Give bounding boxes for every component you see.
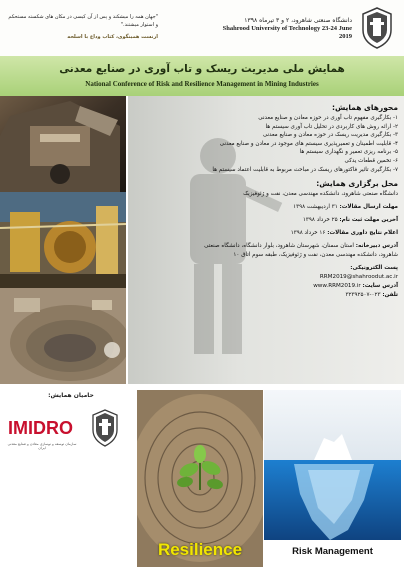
- hemingway-quote: [8, 13, 158, 41]
- registration-label: آخرین مهلت ثبت نام:: [339, 217, 398, 224]
- topic-item: ۱- بکارگیری مفهوم تاب آوری در حوزه معادن و صنایع معدنی: [258, 115, 398, 121]
- quote-text: "جهان همه را میشکند و پس از آن کیسی در مکان های شکسته مستحکم و استوار میشتند.": [8, 14, 158, 28]
- phone-value: ۰۲۳-۳۲۳۹۲۵۰۷: [345, 292, 381, 299]
- risk-management-caption: Risk Management: [292, 546, 373, 557]
- venue-heading: محل برگزاری همایش:: [316, 179, 398, 189]
- secretariat-text: استان سمنان، شهرستان شاهرود، بلوار دانشگاه، دانشگاه صنعتی: [204, 243, 354, 250]
- header: [0, 0, 404, 56]
- topic-item: ۷- بکارگیری تاثیر فاکتورهای ریسک در مباحث مربوط به قابلیت اعتماد سیستم ها: [212, 166, 398, 173]
- resilience-caption: Resilience: [157, 540, 243, 559]
- secretariat-text-line2: شاهرود، دانشکده مهندسی معدن، نفت و ژئوفیزیک، طبقه سوم اتاق ۱۰: [233, 252, 398, 259]
- submission-label: مهلت ارسال مقالات:: [339, 204, 398, 211]
- phone-label: تلفن:: [382, 292, 398, 299]
- registration-value: ۲۵ خرداد ۱۳۹۸: [302, 217, 338, 224]
- submission-value: ۳۱ اردیبهشت ۱۳۹۸: [293, 204, 338, 211]
- topic-item: ۶- تخمین قطعات یدکی: [344, 157, 398, 164]
- submission-deadline: [130, 203, 398, 212]
- results-date: [130, 229, 398, 238]
- conference-info-panel: [128, 96, 404, 384]
- website-link[interactable]: www.RRM2019.ir: [313, 283, 361, 290]
- mine-machinery-photo: [0, 96, 126, 192]
- website-label: آدرس سایت:: [362, 283, 398, 290]
- university-name-en: Shahrood University of Technology 23-24 June 2019: [222, 25, 352, 40]
- phone-row: [130, 291, 398, 300]
- topics-heading: محورهای همایش:: [331, 103, 398, 112]
- quote-author: ارنست همینگوی، کتاب وداع با اسلحه: [67, 34, 158, 40]
- university-name-fa: دانشگاه صنعتی شاهرود، ۲ و ۳ تیرماه ۱۳۹۸: [244, 17, 352, 24]
- conference-title-fa: همایش ملی مدیریت ریسک و تاب آوری در صنایع معدنی: [59, 63, 345, 75]
- conference-title-en: National Conference of Risk and Resilience Management in Mining Industries: [85, 80, 319, 88]
- results-value: ۱۶ خرداد ۱۳۹۸: [290, 230, 326, 237]
- bottom-section: [0, 384, 404, 567]
- topic-item: ۳- بکارگیری مدیریت ریسک در حوزه معادن و صنایع معدنی: [262, 132, 398, 139]
- open-pit-mine-photo: [0, 288, 126, 384]
- sponsors-label: حامیان همایش:: [48, 392, 94, 399]
- imidro-logo-icon: [6, 412, 78, 440]
- email-link[interactable]: RRM2019@shahroodut.ac.ir: [319, 274, 398, 281]
- conference-title-band: [0, 56, 404, 96]
- iceberg-image: [264, 390, 401, 567]
- topic-item: ۲- ارائه روش های کاربردی در تحلیل تاب آوری سیستم ها: [265, 123, 398, 130]
- venue-text: دانشگاه صنعتی شاهرود، دانشکده مهندسی معدن، نفت و ژئوفیزیک: [243, 191, 398, 198]
- results-label: اعلام نتایج داوری مقالات:: [327, 230, 398, 237]
- processing-plant-photo: [0, 192, 126, 288]
- email-label: پست الکترونیکی:: [350, 265, 398, 272]
- info-text: [130, 102, 398, 300]
- imidro-subtitle: سازمان توسعه و نوسازی معادن و صنایع معدنی ایران: [7, 442, 77, 450]
- topics-list: [130, 114, 398, 174]
- imidro-logo-text: IMIDRO: [8, 418, 73, 438]
- website-row: [130, 282, 398, 291]
- university-logo-icon: [360, 6, 394, 50]
- registration-deadline: [130, 216, 398, 225]
- university-info: [222, 17, 352, 41]
- university-logo-small-icon: [90, 408, 120, 448]
- secretariat-label: آدرس دبیرخانه:: [355, 243, 398, 250]
- secretariat-address: [130, 242, 398, 251]
- topic-item: ۴- قابلیت اطمینان و تعمیرپذیری سیستم های موجود در معادن و صنایع معدنی: [219, 140, 398, 147]
- topic-item: ۵- برنامه ریزی تعمیر و نگهداری سیستم ها: [299, 149, 398, 156]
